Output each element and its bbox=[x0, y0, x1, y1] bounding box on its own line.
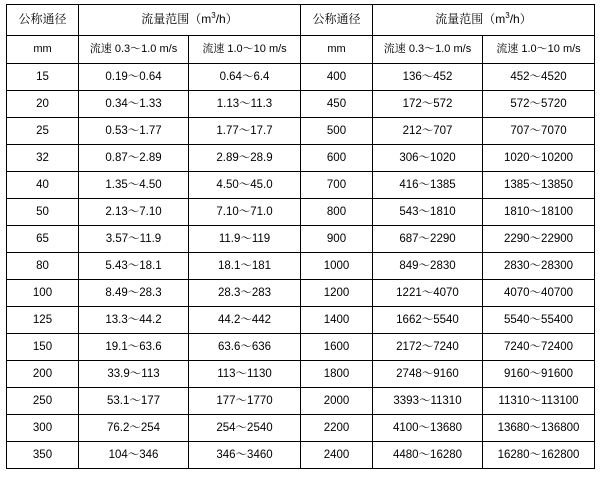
cell-flow-low: 212～707 bbox=[373, 118, 483, 145]
table-row bbox=[7, 199, 595, 226]
cell-flow-low: 8.49～28.3 bbox=[79, 280, 189, 307]
cell-nominal-diameter: 1800 bbox=[301, 361, 373, 388]
cell-flow-high: 4.50～45.0 bbox=[189, 172, 301, 199]
cell-nominal-diameter: 400 bbox=[301, 64, 373, 91]
table-row bbox=[7, 334, 595, 361]
cell-nominal-diameter: 150 bbox=[7, 334, 79, 361]
cell-flow-high: 113～1130 bbox=[189, 361, 301, 388]
cell-flow-low: 849～2830 bbox=[373, 253, 483, 280]
cell-flow-high: 13680～136800 bbox=[483, 415, 595, 442]
cell-nominal-diameter: 800 bbox=[301, 199, 373, 226]
cell-flow-low: 1221～4070 bbox=[373, 280, 483, 307]
cell-nominal-diameter: 900 bbox=[301, 226, 373, 253]
cell-nominal-diameter: 65 bbox=[7, 226, 79, 253]
cell-flow-high: 0.64～6.4 bbox=[189, 64, 301, 91]
header-velocity-low: 流速 0.3～1.0 m/s bbox=[373, 36, 483, 64]
cell-flow-low: 2172～7240 bbox=[373, 334, 483, 361]
cell-nominal-diameter: 300 bbox=[7, 415, 79, 442]
cell-flow-low: 687～2290 bbox=[373, 226, 483, 253]
cell-flow-high: 9160～91600 bbox=[483, 361, 595, 388]
cell-flow-low: 33.9～113 bbox=[79, 361, 189, 388]
header-velocity-high: 流速 1.0～10 m/s bbox=[189, 36, 301, 64]
cell-flow-high: 7.10～71.0 bbox=[189, 199, 301, 226]
cell-flow-high: 11.9～119 bbox=[189, 226, 301, 253]
cell-flow-low: 2748～9160 bbox=[373, 361, 483, 388]
table-row bbox=[7, 91, 595, 118]
cell-flow-low: 0.87～2.89 bbox=[79, 145, 189, 172]
cell-flow-high: 1.13～11.3 bbox=[189, 91, 301, 118]
cell-flow-high: 177～1770 bbox=[189, 388, 301, 415]
header-nominal-diameter: 公称通径 bbox=[7, 5, 79, 36]
header-velocity-high: 流速 1.0～10 m/s bbox=[483, 36, 595, 64]
table-header-row-main bbox=[7, 5, 595, 36]
table-row bbox=[7, 307, 595, 334]
cell-nominal-diameter: 80 bbox=[7, 253, 79, 280]
cell-flow-low: 1.35～4.50 bbox=[79, 172, 189, 199]
cell-flow-low: 306～1020 bbox=[373, 145, 483, 172]
header-velocity-low: 流速 0.3～1.0 m/s bbox=[79, 36, 189, 64]
cell-flow-low: 13.3～44.2 bbox=[79, 307, 189, 334]
cell-nominal-diameter: 200 bbox=[7, 361, 79, 388]
cell-nominal-diameter: 1400 bbox=[301, 307, 373, 334]
header-flow-range: 流量范围$(m^3/h)$ bbox=[79, 5, 301, 36]
cell-flow-high: 2830～28300 bbox=[483, 253, 595, 280]
cell-nominal-diameter: 250 bbox=[7, 388, 79, 415]
cell-flow-high: 452～4520 bbox=[483, 64, 595, 91]
header-flow-range: 流量范围$(m^3/h)$ bbox=[373, 5, 595, 36]
cell-flow-high: 346～3460 bbox=[189, 442, 301, 469]
table-row bbox=[7, 388, 595, 415]
header-unit-mm: mm bbox=[301, 36, 373, 64]
cell-flow-high: 1810～18100 bbox=[483, 199, 595, 226]
cell-nominal-diameter: 600 bbox=[301, 145, 373, 172]
cell-nominal-diameter: 40 bbox=[7, 172, 79, 199]
cell-flow-high: 5540～55400 bbox=[483, 307, 595, 334]
cell-flow-low: 0.34～1.33 bbox=[79, 91, 189, 118]
cell-flow-high: 7240～72400 bbox=[483, 334, 595, 361]
table-row bbox=[7, 415, 595, 442]
cell-flow-low: 4100～13680 bbox=[373, 415, 483, 442]
table-row bbox=[7, 253, 595, 280]
cell-flow-high: 2290～22900 bbox=[483, 226, 595, 253]
cell-nominal-diameter: 15 bbox=[7, 64, 79, 91]
cell-nominal-diameter: 1600 bbox=[301, 334, 373, 361]
cell-nominal-diameter: 2000 bbox=[301, 388, 373, 415]
cell-flow-high: 1.77～17.7 bbox=[189, 118, 301, 145]
cell-nominal-diameter: 2400 bbox=[301, 442, 373, 469]
cell-nominal-diameter: 450 bbox=[301, 91, 373, 118]
cell-flow-low: 3393～11310 bbox=[373, 388, 483, 415]
cell-flow-low: 2.13～7.10 bbox=[79, 199, 189, 226]
cell-flow-low: 104～346 bbox=[79, 442, 189, 469]
table-row bbox=[7, 172, 595, 199]
cell-nominal-diameter: 700 bbox=[301, 172, 373, 199]
cell-flow-high: 44.2～442 bbox=[189, 307, 301, 334]
cell-flow-low: 53.1～177 bbox=[79, 388, 189, 415]
table-header-row-sub bbox=[7, 36, 595, 64]
cell-flow-high: 1020～10200 bbox=[483, 145, 595, 172]
cell-nominal-diameter: 1000 bbox=[301, 253, 373, 280]
cell-flow-low: 136～452 bbox=[373, 64, 483, 91]
table-row bbox=[7, 280, 595, 307]
cell-flow-high: 1385～13850 bbox=[483, 172, 595, 199]
cell-nominal-diameter: 350 bbox=[7, 442, 79, 469]
cell-nominal-diameter: 500 bbox=[301, 118, 373, 145]
flow-range-table bbox=[6, 4, 595, 469]
table-row bbox=[7, 226, 595, 253]
cell-flow-low: 0.19～0.64 bbox=[79, 64, 189, 91]
cell-flow-high: 18.1～181 bbox=[189, 253, 301, 280]
cell-nominal-diameter: 2200 bbox=[301, 415, 373, 442]
cell-flow-low: 172～572 bbox=[373, 91, 483, 118]
cell-flow-high: 28.3～283 bbox=[189, 280, 301, 307]
table-row bbox=[7, 361, 595, 388]
cell-flow-low: 19.1～63.6 bbox=[79, 334, 189, 361]
cell-flow-high: 2.89～28.9 bbox=[189, 145, 301, 172]
cell-flow-high: 707～7070 bbox=[483, 118, 595, 145]
cell-flow-low: 5.43～18.1 bbox=[79, 253, 189, 280]
cell-nominal-diameter: 32 bbox=[7, 145, 79, 172]
cell-flow-high: 11310～113100 bbox=[483, 388, 595, 415]
cell-nominal-diameter: 100 bbox=[7, 280, 79, 307]
table-row bbox=[7, 64, 595, 91]
cell-flow-high: 254～2540 bbox=[189, 415, 301, 442]
cell-flow-low: 3.57～11.9 bbox=[79, 226, 189, 253]
cell-flow-low: 1662～5540 bbox=[373, 307, 483, 334]
header-nominal-diameter: 公称通径 bbox=[301, 5, 373, 36]
table-row bbox=[7, 442, 595, 469]
cell-nominal-diameter: 25 bbox=[7, 118, 79, 145]
cell-flow-high: 572～5720 bbox=[483, 91, 595, 118]
cell-flow-low: 4480～16280 bbox=[373, 442, 483, 469]
table-row bbox=[7, 145, 595, 172]
cell-nominal-diameter: 1200 bbox=[301, 280, 373, 307]
cell-flow-high: 63.6～636 bbox=[189, 334, 301, 361]
header-unit-mm: mm bbox=[7, 36, 79, 64]
table-row bbox=[7, 118, 595, 145]
cell-flow-low: 543～1810 bbox=[373, 199, 483, 226]
cell-nominal-diameter: 125 bbox=[7, 307, 79, 334]
table-body bbox=[7, 5, 595, 469]
cell-flow-low: 0.53～1.77 bbox=[79, 118, 189, 145]
cell-flow-low: 76.2～254 bbox=[79, 415, 189, 442]
cell-flow-low: 416～1385 bbox=[373, 172, 483, 199]
cell-nominal-diameter: 20 bbox=[7, 91, 79, 118]
cell-flow-high: 16280～162800 bbox=[483, 442, 595, 469]
cell-flow-high: 4070～40700 bbox=[483, 280, 595, 307]
cell-nominal-diameter: 50 bbox=[7, 199, 79, 226]
